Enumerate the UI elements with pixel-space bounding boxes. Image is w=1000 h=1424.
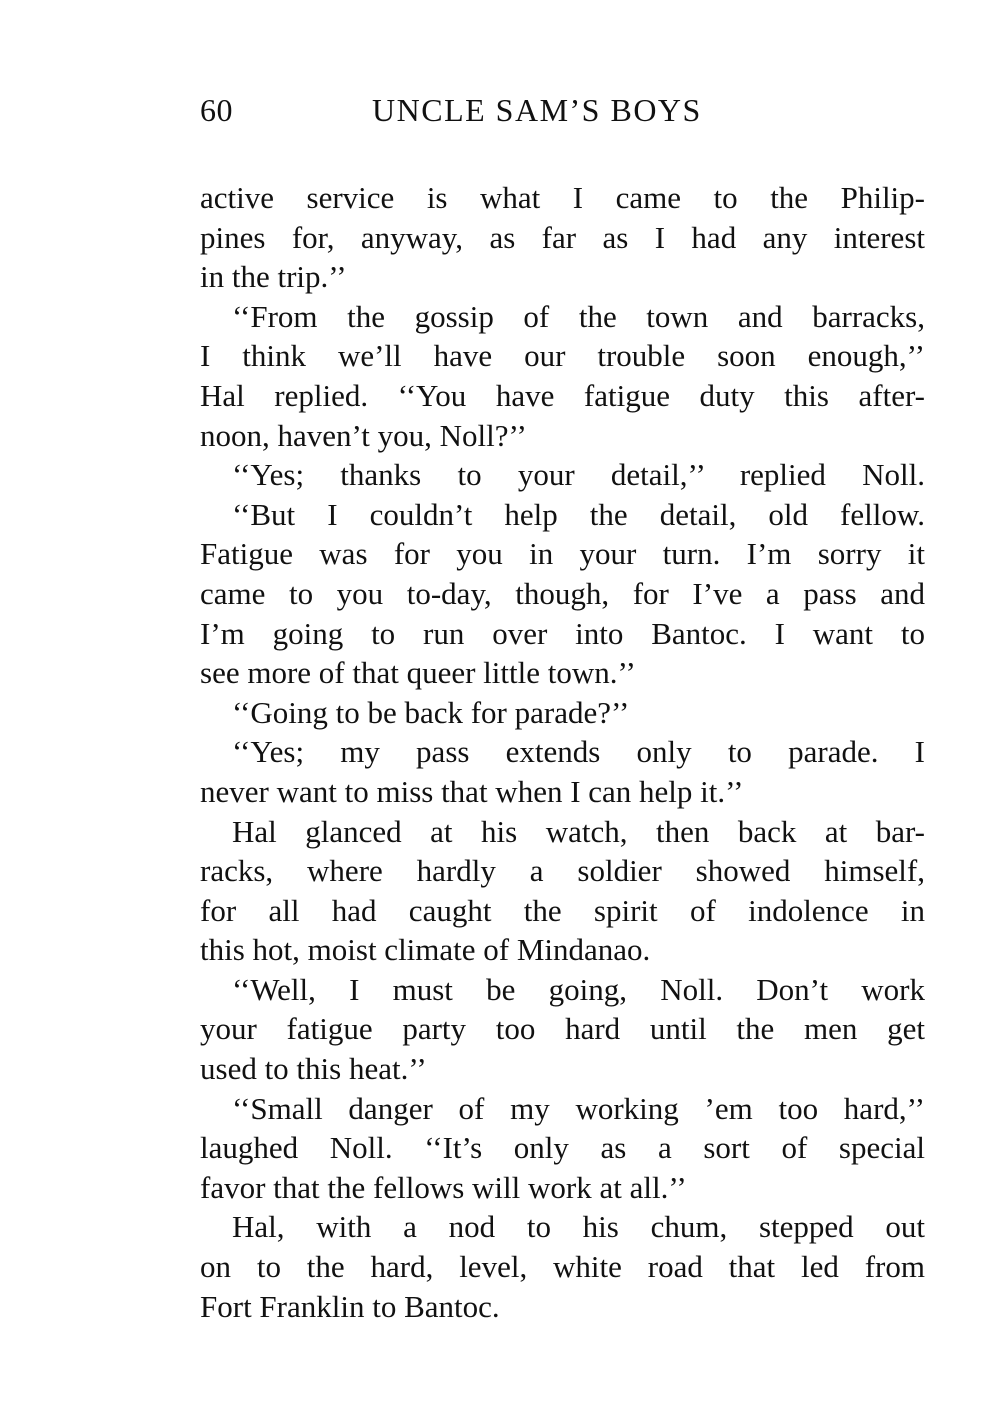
text-line: noon, haven’t you, Noll?’’ bbox=[200, 417, 527, 453]
text-line: on to the hard, level, white road that led from bbox=[200, 1249, 925, 1285]
text-line: in the trip.’’ bbox=[200, 259, 347, 295]
text-line: favor that the fellows will work at all.’’ bbox=[200, 1169, 687, 1205]
text-line: Fort Franklin to Bantoc. bbox=[200, 1288, 500, 1324]
text-line: I think we’ll have our trouble soon enough,’’ bbox=[200, 338, 925, 374]
text-line: active service is what I came to the Philip- bbox=[200, 180, 925, 215]
text-line: your fatigue party too hard until the men get bbox=[200, 1011, 925, 1047]
text-line: ‘‘Yes; thanks to your detail,’’ replied Noll. bbox=[232, 457, 925, 493]
text-line: came to you to-day, though, for I’ve a pass and bbox=[200, 575, 925, 611]
text-line: racks, where hardly a soldier showed himself, bbox=[200, 853, 925, 889]
text-line: I’m going to run over into Bantoc. I want to bbox=[200, 615, 925, 651]
text-line: ‘‘Yes; my pass extends only to parade. I bbox=[232, 734, 925, 770]
text-line: pines for, anyway, as far as I had any interest bbox=[200, 219, 925, 255]
page-number: 60 bbox=[200, 92, 233, 128]
text-line: ‘‘Small danger of my working ’em too hard,’’ bbox=[232, 1090, 925, 1126]
text-line: this hot, moist climate of Mindanao. bbox=[200, 932, 651, 968]
text-line: used to this heat.’’ bbox=[200, 1051, 427, 1087]
text-line: Fatigue was for you in your turn. I’m sorry it bbox=[200, 536, 925, 572]
running-title: UNCLE SAM’S BOYS bbox=[372, 92, 702, 128]
text-line: ‘‘But I couldn’t help the detail, old fellow. bbox=[232, 496, 925, 532]
page-header bbox=[200, 92, 760, 142]
text-line: see more of that queer little town.’’ bbox=[200, 655, 636, 691]
text-line: ‘‘From the gossip of the town and barracks, bbox=[232, 298, 925, 334]
text-line: Hal replied. ‘‘You have fatigue duty this after- bbox=[200, 377, 925, 413]
text-line: never want to miss that when I can help it.’’ bbox=[200, 773, 744, 809]
text-line: Hal glanced at his watch, then back at bar- bbox=[232, 813, 925, 849]
text-line: ‘‘Going to be back for parade?’’ bbox=[232, 694, 630, 730]
body-text bbox=[200, 178, 925, 1326]
text-line: laughed Noll. ‘‘It’s only as a sort of special bbox=[200, 1130, 925, 1166]
text-line: Hal, with a nod to his chum, stepped out bbox=[232, 1209, 925, 1245]
text-line: ‘‘Well, I must be going, Noll. Don’t work bbox=[232, 971, 925, 1007]
text-line: for all had caught the spirit of indolence in bbox=[200, 892, 925, 928]
